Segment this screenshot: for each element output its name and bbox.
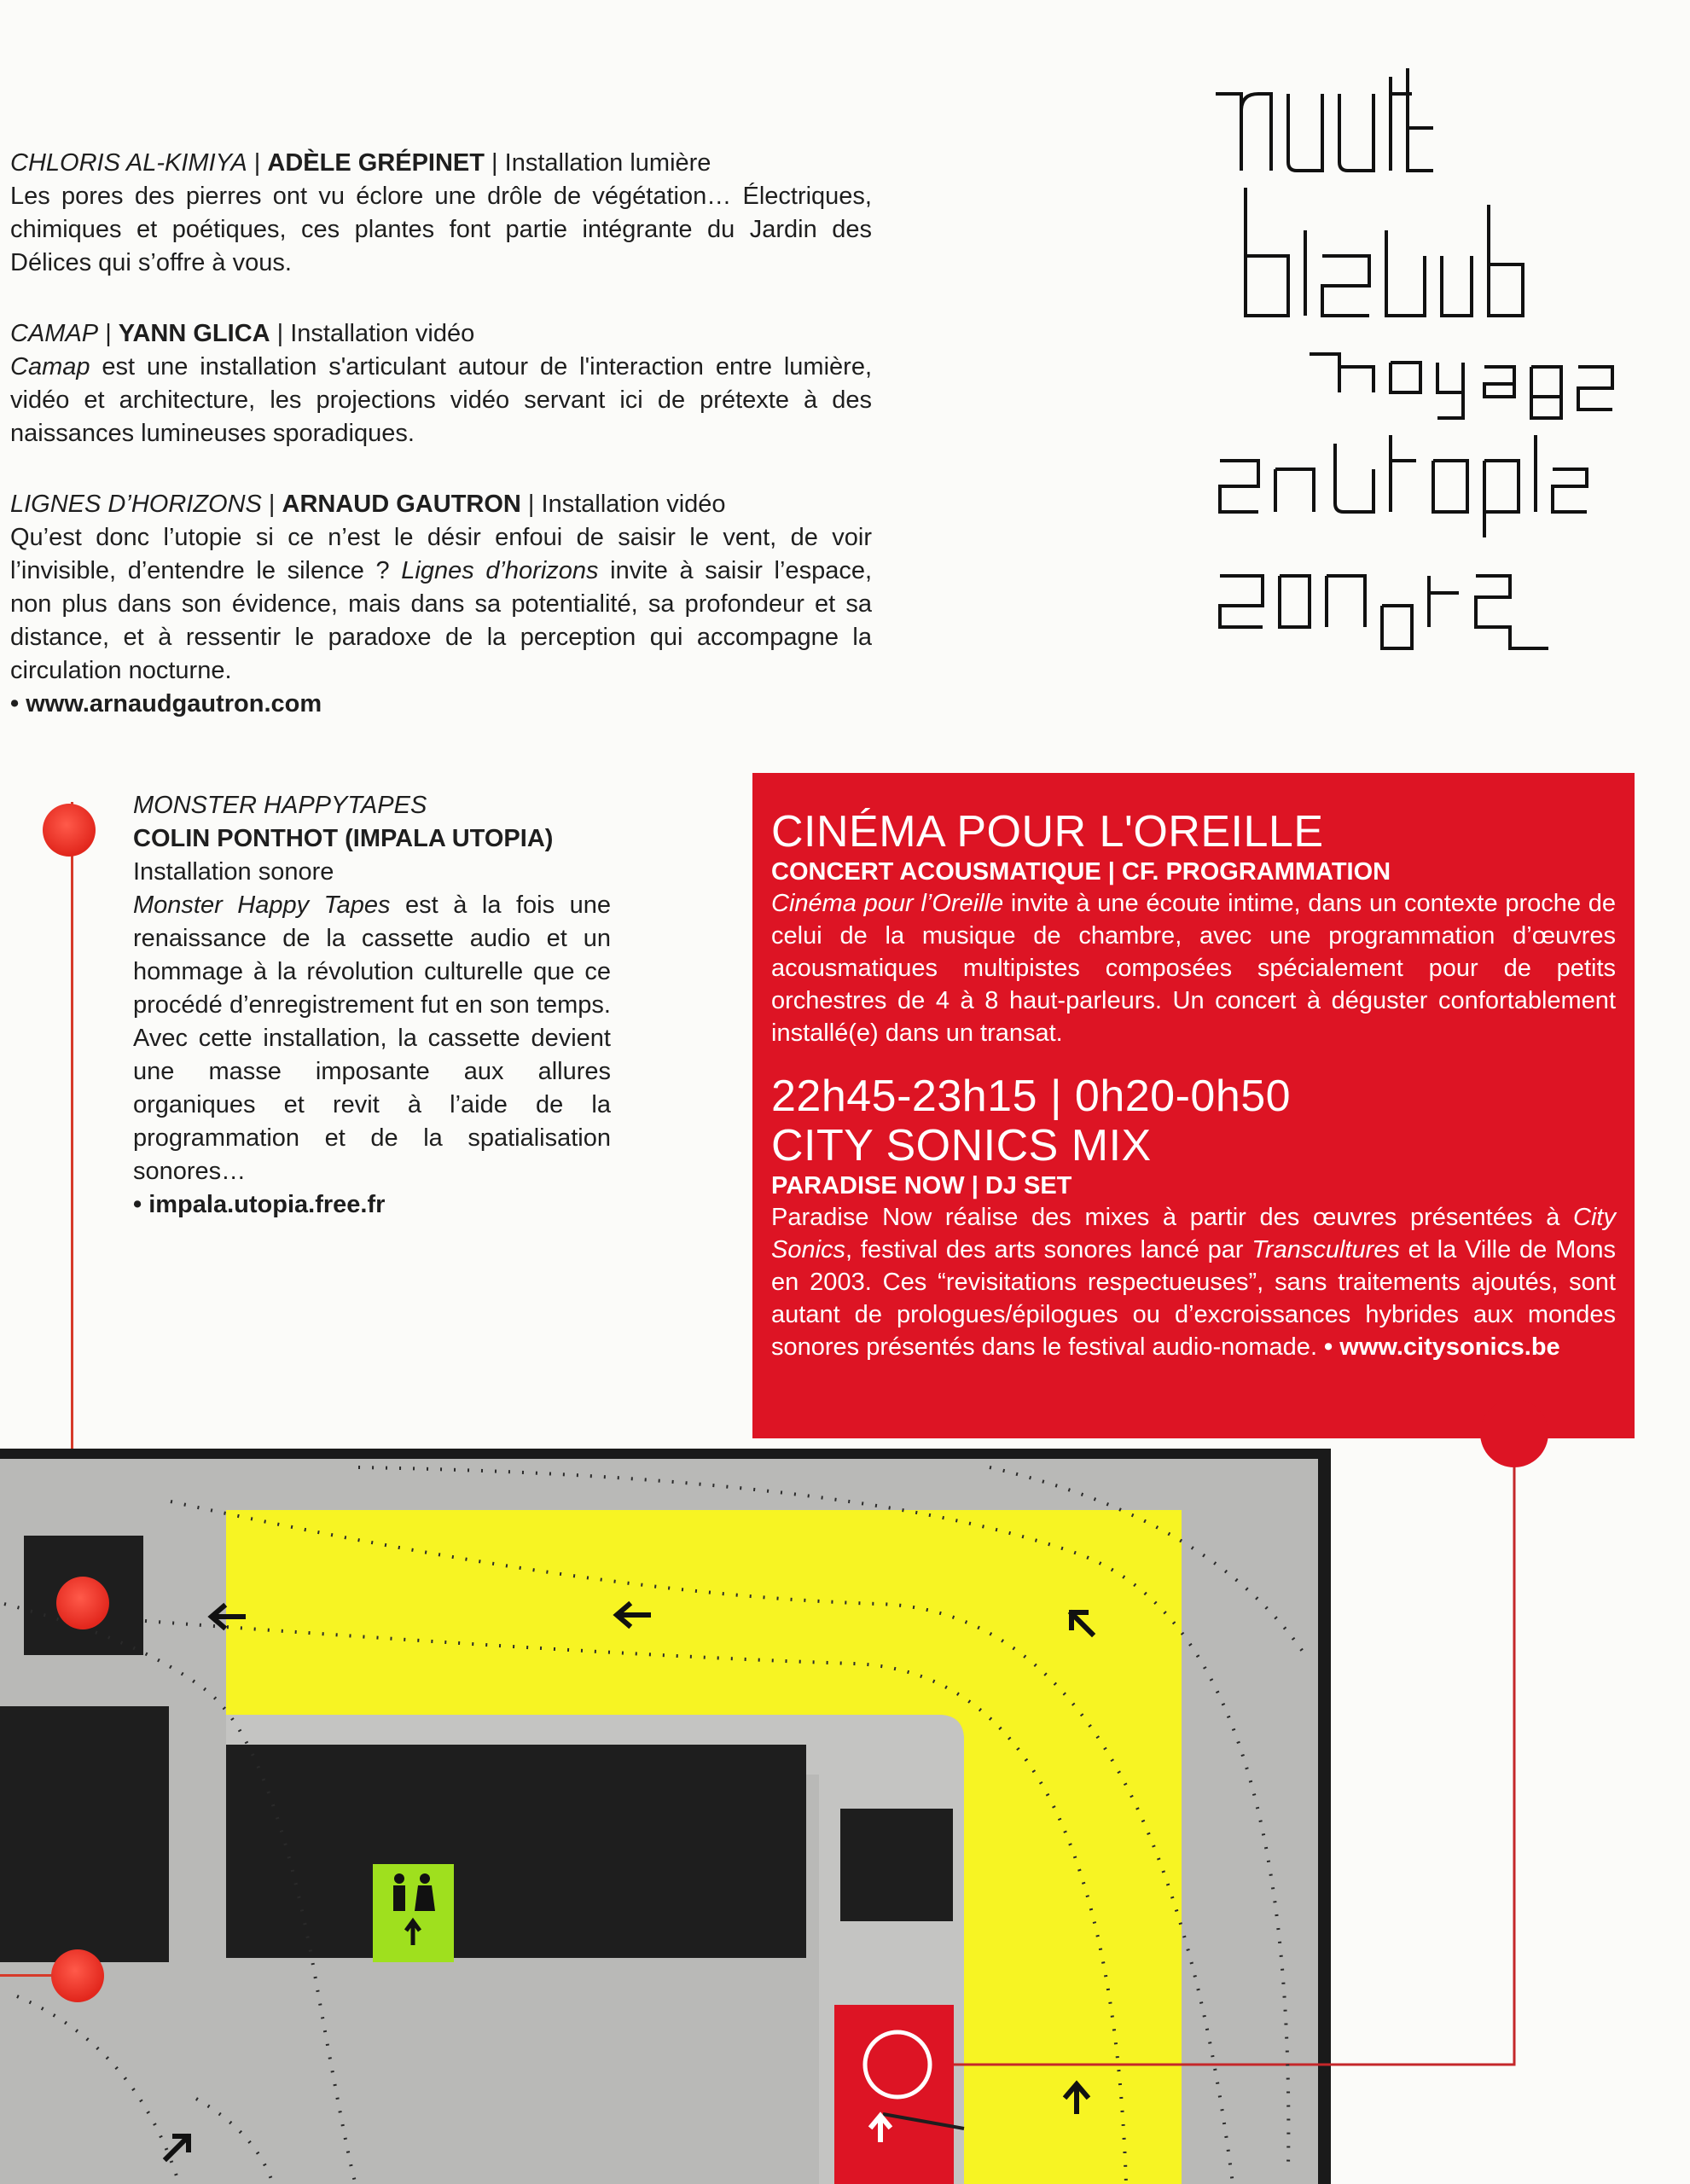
entry-type: Installation vidéo xyxy=(290,320,475,347)
citysonics-title: CITY SONICS MIX xyxy=(771,1121,1152,1170)
entry-type: Installation lumière xyxy=(504,149,711,177)
entry-monster xyxy=(133,789,611,1222)
entry-type: Installation sonore xyxy=(133,858,334,886)
citysonics-body: Paradise Now réalise des mixes à partir des œuvres présentées à City Sonics, festival des arts sonores lancé par Transcultures et la Ville de Mons en 2003. Ces “revisitations respectueuses”, sans traitements ajoutés, sont autant de prologues/épilogues ou d’excroissances hybrides aux mondes sonores présentés dans le festival audio-nomade. • www.citysonics.be xyxy=(771,1204,1616,1361)
entry-body: Les pores des pierres ont vu éclore une drôle de végétation… Électriques, chimiques et poétiques, ces plantes font partie intégrante du Jardin des Délices qui s’offre à vous. xyxy=(10,183,872,276)
dark-block xyxy=(840,1809,953,1921)
cinema-times: 22h45-23h15 | 0h20-0h50 xyxy=(771,1072,1292,1121)
citysonics-body-em2: Transcultures xyxy=(1252,1236,1400,1263)
cinema-body-em: Cinéma pour l’Oreille xyxy=(771,890,1004,917)
entry-body-em: Lignes d’horizons xyxy=(401,557,599,584)
entry-link: • www.arnaudgautron.com xyxy=(10,690,322,717)
entry-artist: YANN GLICA xyxy=(118,320,270,347)
entry-artist: COLIN PONTHOT (IMPALA UTOPIA) xyxy=(133,825,554,852)
entry-title: LIGNES D’HORIZONS xyxy=(10,491,262,518)
entry-link-text[interactable]: impala.utopia.free.fr xyxy=(148,1191,386,1218)
citysonics-body-em1: City Sonics xyxy=(771,1204,1616,1263)
cinema-body-text: invite à une écoute intime, dans un contexte proche de celui de la musique de chambre, avec une programmation d’œuvres acousmatiques multipistes composées spécialement pour de petits orchestres de 4 à 8 haut-parleurs. Un concert à déguster confortablement installé(e) dans un transat. xyxy=(771,890,1616,1047)
location-dot xyxy=(56,1577,109,1629)
toilets-icon xyxy=(373,1864,454,1962)
entry-title: CAMAP xyxy=(10,320,99,347)
entry-body-em: Camap xyxy=(10,353,90,380)
entry-artist: ADÈLE GRÉPINET xyxy=(267,149,485,177)
entry-title: CHLORIS AL-KIMIYA xyxy=(10,149,247,177)
entry-artist: ARNAUD GAUTRON xyxy=(282,491,521,518)
entry-body-text: est une installation s'articulant autour de l'interaction entre lumière, vidéo et architecture, les projections vidéo servant ici de prétexte à des naissances lumineuses sporadiques. xyxy=(10,353,872,447)
entry-body-em: Monster Happy Tapes xyxy=(133,892,391,919)
entry-camap: CAMAP | YANN GLICA | Installation vidéo Camap est une installation s'articulant autour de l'interaction entre lumière, vidéo et architecture, les projections vidéo servant ici de prétexte à des naissances lumineuses sporadiques. xyxy=(10,317,872,450)
cinema-subtitle: CONCERT ACOUSMATIQUE | CF. PROGRAMMATION xyxy=(771,858,1391,886)
entry-type: Installation vidéo xyxy=(541,491,726,518)
entry-link-text[interactable]: www.arnaudgautron.com xyxy=(26,690,322,717)
cinema-panel xyxy=(752,773,1635,1438)
citysonics-body-a: Paradise Now réalise des mixes à partir des œuvres présentées à xyxy=(771,1204,1574,1231)
entry-lignes: LIGNES D’HORIZONS | ARNAUD GAUTRON | Installation vidéo Qu’est donc l’utopie si ce n’est le désir enfoui de saisir le vent, de voir l’invisible, d’entendre le silence ? Lignes d’horizons invite à saisir l’espace, non plus dans son évidence, mais dans sa potentialité, sa profondeur et sa distance, et à ressentir le paradoxe de la perception qui accompagne la circulation nocturne. • www.arnaudgautron.com xyxy=(10,488,872,721)
nuit-blanche-logo xyxy=(1211,60,1638,691)
location-dot xyxy=(51,1949,104,2002)
citysonics-body-b: , festival des arts sonores lancé par xyxy=(845,1236,1252,1263)
cinema-body xyxy=(771,887,1616,1049)
dark-block xyxy=(226,1745,806,1958)
entry-title: MONSTER HAPPYTAPES xyxy=(133,792,427,819)
dark-block xyxy=(0,1706,169,1962)
venue-map xyxy=(0,1399,1690,2184)
citysonics-link[interactable]: www.citysonics.be xyxy=(1339,1333,1560,1361)
left-column xyxy=(10,147,872,758)
route-line xyxy=(0,1974,53,1977)
citysonics-body-c: et la Ville de Mons en 2003. Ces “revisitations respectueuses”, sans traitements ajoutés, sont autant de prologues/épilogues ou d’excroissances hybrides aux mondes sonores présentés dans le festival audio-nomade. xyxy=(771,1236,1616,1361)
entry-link: • impala.utopia.free.fr xyxy=(133,1191,386,1218)
cinema-title: CINÉMA POUR L'OREILLE xyxy=(771,807,1324,857)
entry-body-a: Qu’est donc l’utopie si ce n’est le désir enfoui de saisir le vent, de voir l’invisible, d’entendre le silence ? xyxy=(10,524,872,584)
entry-chloris: CHLORIS AL-KIMIYA | ADÈLE GRÉPINET | Installation lumière Les pores des pierres ont vu éclore une drôle de végétation… Électriques, chimiques et poétiques, ces plantes font partie intégrante du Jardin des Délices qui s’offre à vous. xyxy=(10,147,872,280)
entry-body xyxy=(10,351,872,450)
entry-body-text: est à la fois une renaissance de la cassette audio et un hommage à la révolution culturelle que ce procédé d’enregistrement fut en son temps. Avec cette installation, la cassette devient une masse imposante aux allures organiques et revit à l’aide de la programmation et de la spatialisation sonores… xyxy=(133,892,611,1185)
entry-body-b: invite à saisir l’espace, non plus dans son évidence, mais dans sa potentialité, sa profondeur et sa distance, et à ressentir le paradoxe de la perception qui accompagne la circulation nocturne. xyxy=(10,557,873,684)
entry-body xyxy=(133,889,611,1188)
entry-body xyxy=(10,521,872,688)
citysonics-subtitle: PARADISE NOW | DJ SET xyxy=(771,1172,1072,1199)
location-dot xyxy=(43,804,96,857)
connection-node xyxy=(1480,1399,1548,1467)
